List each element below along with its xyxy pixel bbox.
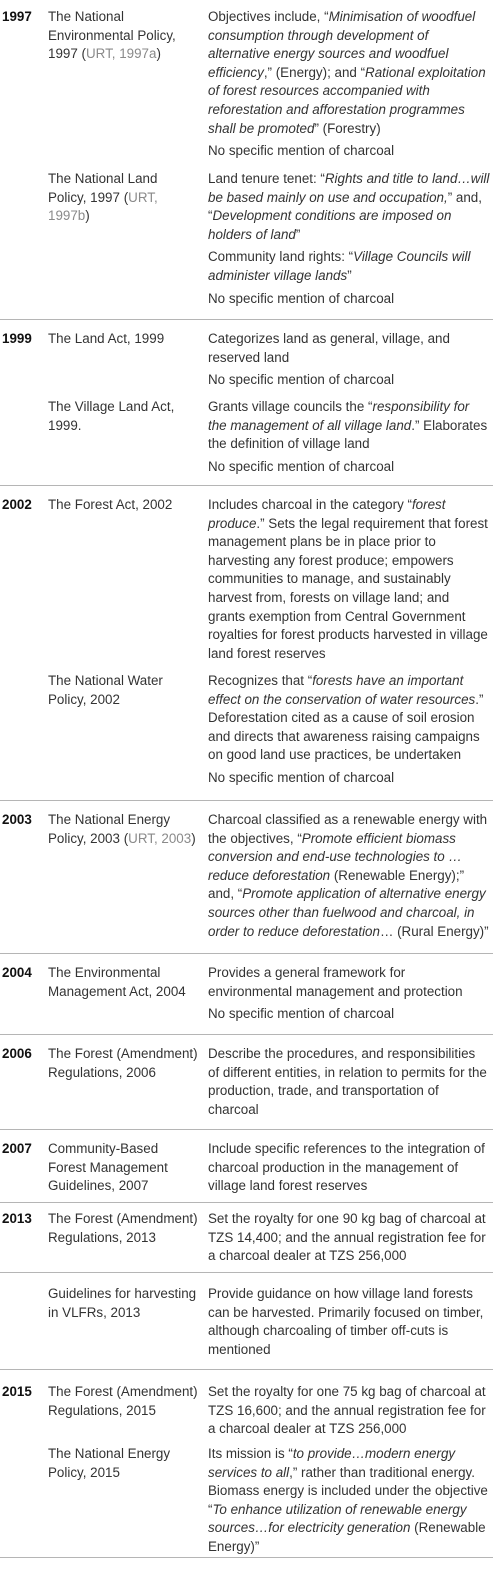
description-text: ” (Forestry) bbox=[314, 120, 381, 136]
description-text: Include specific references to the integration of charcoal production in the management of village land forest reserves bbox=[208, 1141, 485, 1194]
description-paragraph bbox=[208, 964, 490, 1001]
quoted-text: Rational exploitation of forest resources accompanied with reforestation and afforestation programmes shall be promoted bbox=[208, 64, 486, 136]
policy-title: The National Water Policy, 2002 bbox=[48, 673, 163, 707]
table-row bbox=[0, 1045, 493, 1130]
policy-name bbox=[48, 1210, 198, 1247]
description-text: .” Deforestation cited as a cause of soil erosion and directs that awareness raising campaigns on good land use practices, be undertaken bbox=[208, 691, 484, 763]
description-text: ,” (Energy); and “ bbox=[263, 64, 366, 80]
description-paragraph bbox=[208, 8, 490, 138]
description-text: No specific mention of charcoal bbox=[208, 290, 395, 306]
quoted-text: To enhance utilization of renewable energy sources…for electricity generation bbox=[208, 1501, 467, 1536]
row-year: 2002 bbox=[2, 497, 32, 512]
policy-name bbox=[48, 1140, 198, 1196]
description-paragraph bbox=[208, 1005, 490, 1024]
citation-link[interactable]: URT, 1997a bbox=[85, 46, 157, 62]
quoted-text: Village Councils will administer village lands bbox=[208, 249, 471, 283]
description-text: Provide guidance on how village land forests can be harvested. Primarily focused on timber, although charcoaling of timber off-cuts is mentioned bbox=[208, 1286, 484, 1357]
policy-description bbox=[208, 811, 490, 941]
table-row bbox=[0, 1285, 493, 1370]
policy-description bbox=[208, 1210, 490, 1266]
description-paragraph bbox=[208, 672, 490, 765]
table-row bbox=[0, 1383, 493, 1558]
description-text: .” Sets the legal requirement that forest management plans be in place prior to harvesting any forest produce; empowers communities to manage, and sustainably harvest from, forests on village land; and grants exemption from Central Government royalties for forest products harvested in village land forest reserves bbox=[208, 515, 488, 661]
table-row bbox=[0, 1210, 493, 1273]
description-paragraph bbox=[208, 170, 490, 244]
row-year: 2006 bbox=[2, 1046, 32, 1061]
description-text: No specific mention of charcoal bbox=[208, 372, 395, 388]
policy-name: The National Energy Policy, 2003 (URT, 2003) bbox=[48, 812, 196, 846]
description-paragraph bbox=[208, 769, 490, 788]
description-paragraph bbox=[208, 1383, 490, 1439]
policy-name bbox=[48, 964, 198, 1001]
description-paragraph bbox=[208, 1285, 490, 1359]
description-paragraph bbox=[208, 1140, 490, 1196]
table-row bbox=[0, 496, 493, 801]
quoted-text: to provide…modern energy services to all bbox=[208, 1446, 456, 1480]
policy-description bbox=[208, 8, 490, 161]
row-year: 1997 bbox=[2, 9, 32, 24]
description-paragraph bbox=[208, 496, 490, 663]
citation-link[interactable]: URT, 1997b bbox=[48, 189, 158, 224]
policy-title: The Forest (Amendment) Regulations, 2015 bbox=[48, 1384, 198, 1418]
quoted-text: Rights and title to land…will be based mainly on use and occupation, bbox=[208, 171, 490, 205]
description-paragraph bbox=[208, 371, 490, 390]
policy-description bbox=[208, 496, 490, 663]
policy-title: The National Environmental Policy, 1997 bbox=[48, 9, 176, 62]
policy-title: The Forest (Amendment) Regulations, 2006 bbox=[48, 1046, 198, 1080]
description-text: Recognizes that “ bbox=[208, 673, 313, 688]
policy-title: The Forest Act, 2002 bbox=[48, 497, 173, 512]
policy-title: The National Energy Policy, 2015 bbox=[48, 1446, 171, 1480]
quoted-text: Promote efficient biomass conversion and end-use technologies to … reduce deforestation bbox=[208, 830, 462, 883]
description-text: ” and, “ bbox=[208, 189, 482, 224]
description-text: .” Elaborates the definition of village land bbox=[208, 417, 488, 452]
description-text: Objectives include, “ bbox=[208, 9, 329, 24]
policy-description bbox=[208, 1045, 490, 1119]
table-row bbox=[0, 8, 493, 320]
policy-name bbox=[48, 672, 198, 709]
description-paragraph bbox=[208, 1045, 490, 1119]
policy-description bbox=[208, 1383, 490, 1439]
description-paragraph bbox=[208, 458, 490, 477]
policy-title: The Village Land Act, 1999. bbox=[48, 399, 175, 433]
quoted-text: Minimisation of woodfuel consumption through development of alternative energy sources and woodfuel efficiency bbox=[208, 9, 476, 80]
policy-title: The Environmental Management Act, 2004 bbox=[48, 965, 186, 999]
policy-title: Guidelines for harvesting in VLFRs, 2013 bbox=[48, 1286, 197, 1320]
row-year: 2007 bbox=[2, 1141, 32, 1156]
policy-name bbox=[48, 398, 198, 435]
policy-name bbox=[48, 330, 198, 349]
row-year: 1999 bbox=[2, 331, 32, 346]
description-text: (Renewable Energy);” and, “ bbox=[208, 867, 465, 902]
description-paragraph bbox=[208, 290, 490, 309]
policy-description bbox=[208, 398, 490, 476]
description-text: Describe the procedures, and responsibilities of different entities, in relation to permits for the production, trade, and transportation of charcoal bbox=[208, 1046, 487, 1117]
description-paragraph bbox=[208, 1210, 490, 1266]
table-row bbox=[0, 330, 493, 486]
description-text: ,” rather than traditional energy. Biomass energy is included under the objective “ bbox=[208, 1464, 488, 1517]
table-row bbox=[0, 964, 493, 1035]
description-text: No specific mention of charcoal bbox=[208, 769, 395, 785]
description-paragraph bbox=[208, 1445, 490, 1557]
description-text: (Renewable Energy)” bbox=[208, 1520, 486, 1554]
table-row bbox=[0, 1140, 493, 1203]
quoted-text: Promote application of alternative energy sources other than fuelwood and charcoal, in order to reduce deforestation bbox=[208, 886, 486, 939]
description-paragraph bbox=[208, 398, 490, 454]
policy-description bbox=[208, 964, 490, 1024]
row-year: 2015 bbox=[2, 1384, 32, 1399]
description-text: Provides a general framework for environmental management and protection bbox=[208, 965, 463, 999]
description-text: No specific mention of charcoal bbox=[208, 1006, 395, 1022]
description-text: … (Rural Energy)” bbox=[379, 923, 489, 939]
policy-title: The Land Act, 1999 bbox=[48, 331, 165, 346]
policy-description bbox=[208, 1285, 490, 1359]
description-text: Categorizes land as general, village, and reserved land bbox=[208, 331, 450, 365]
description-text: No specific mention of charcoal bbox=[208, 458, 395, 474]
policy-description bbox=[208, 1140, 490, 1196]
policy-name: The National Environmental Policy, 1997 (URT, 1997a) bbox=[48, 9, 176, 62]
description-text: ” bbox=[295, 226, 301, 242]
policy-name bbox=[48, 1285, 198, 1322]
description-text: Set the royalty for one 90 kg bag of charcoal at TZS 14,400; and the annual registration fee for a charcoal dealer at TZS 256,000 bbox=[208, 1211, 486, 1264]
policy-description bbox=[208, 1445, 490, 1557]
description-text: Its mission is “ bbox=[208, 1446, 293, 1461]
row-year: 2013 bbox=[2, 1211, 32, 1226]
policy-description bbox=[208, 170, 490, 308]
citation-link[interactable]: URT, 2003 bbox=[128, 830, 192, 846]
policy-name bbox=[48, 496, 198, 515]
description-text: Grants village councils the “ bbox=[208, 399, 373, 414]
table-row bbox=[0, 811, 493, 954]
quoted-text: responsibility for the management of all village land bbox=[208, 399, 470, 433]
quoted-text: forests have an important effect on the conservation of water resources bbox=[208, 673, 476, 707]
description-paragraph bbox=[208, 248, 490, 285]
description-paragraph bbox=[208, 330, 490, 367]
description-text: ” bbox=[347, 267, 352, 283]
description-text: Land tenure tenet: “ bbox=[208, 171, 325, 186]
quoted-text: forest produce bbox=[208, 497, 446, 531]
description-text: Community land rights: “ bbox=[208, 249, 354, 265]
description-paragraph bbox=[208, 811, 490, 941]
policy-title: The National Land Policy, 1997 bbox=[48, 171, 158, 205]
policy-title: Community-Based Forest Management Guidelines, 2007 bbox=[48, 1141, 168, 1194]
policy-name bbox=[48, 1045, 198, 1082]
policy-description bbox=[208, 672, 490, 788]
policy-name bbox=[48, 1445, 198, 1482]
policy-name bbox=[48, 1383, 198, 1420]
policy-title: The Forest (Amendment) Regulations, 2013 bbox=[48, 1211, 198, 1245]
policy-name: The National Land Policy, 1997 (URT, 1997b) bbox=[48, 171, 158, 224]
policy-description bbox=[208, 330, 490, 390]
description-paragraph bbox=[208, 142, 490, 161]
policy-title: The National Energy Policy, 2003 bbox=[48, 812, 171, 846]
description-text: No specific mention of charcoal bbox=[208, 143, 395, 159]
row-year: 2003 bbox=[2, 812, 32, 827]
description-text: Includes charcoal in the category “ bbox=[208, 497, 412, 512]
row-year: 2004 bbox=[2, 965, 32, 980]
description-text: Charcoal classified as a renewable energy with the objectives, “ bbox=[208, 812, 488, 846]
description-text: Set the royalty for one 75 kg bag of charcoal at TZS 16,600; and the annual registration fee for a charcoal dealer at TZS 256,000 bbox=[208, 1384, 486, 1437]
quoted-text: Development conditions are imposed on holders of land bbox=[208, 208, 452, 242]
